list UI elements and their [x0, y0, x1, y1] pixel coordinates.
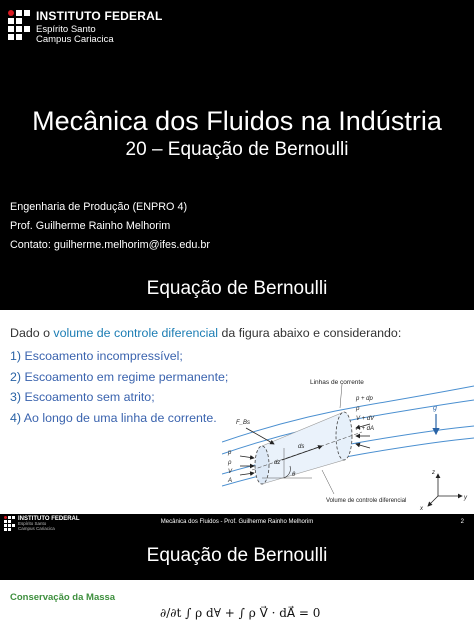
- label-rho-in: ρ: [228, 460, 232, 466]
- footer-logo-title: INSTITUTO FEDERAL: [18, 516, 80, 522]
- label-g: g: [433, 405, 437, 412]
- label-z: z: [432, 470, 435, 476]
- label-p: p: [228, 450, 232, 456]
- label-ds: ds: [298, 444, 305, 450]
- label-streamlines: Linhas de corrente: [310, 379, 364, 386]
- logo-line-1: Espírito Santo: [36, 24, 96, 35]
- assumption-list: [10, 346, 228, 428]
- label-v-dv: V + dV: [356, 416, 375, 422]
- label-dz: dz: [274, 460, 281, 466]
- contact-email: Contato: guilherme.melhorim@ifes.edu.br: [10, 239, 210, 251]
- intro-pre: Dado o: [10, 326, 54, 340]
- label-rho-out: ρ: [356, 406, 360, 412]
- list-item: 1) Escoamento incompressível;: [10, 349, 183, 363]
- logo-icon: [8, 10, 30, 44]
- section-title: Conservação da Massa: [10, 592, 116, 603]
- list-item: 4) Ao longo de uma linha de corrente.: [10, 410, 217, 425]
- footer-logo-line-1: Espírito Santo: [18, 521, 47, 526]
- label-a: A: [228, 478, 233, 484]
- label-p-dp: p + dp: [356, 396, 373, 402]
- page-number: 2: [460, 519, 464, 525]
- logo-title: INSTITUTO FEDERAL: [36, 9, 163, 23]
- label-volume: Volume de controle diferencial: [326, 498, 407, 504]
- presentation-title: Mecânica dos Fluidos na Indústria: [32, 106, 442, 136]
- presentation-subtitle: 20 – Equação de Bernoulli: [125, 139, 349, 160]
- footer-course: Mecânica dos Fluidos - Prof. Guilherme Rainho Melhorim: [160, 519, 314, 525]
- continuity-equation: ∂/∂t ∫ ρ d∀ + ∫ ρ V⃗ · dA⃗ = 0: [160, 606, 321, 620]
- label-x: x: [420, 506, 423, 512]
- list-item: 2) Escoamento em regime permanente;: [10, 369, 229, 384]
- control-volume-diagram: [222, 378, 474, 514]
- bernoulli-slide: [0, 266, 474, 514]
- slide-header: Equação de Bernoulli: [0, 266, 474, 310]
- label-v: V: [228, 469, 233, 475]
- footer-logo-line-2: Campus Cariacica: [18, 525, 55, 531]
- mass-conservation-slide: [0, 534, 474, 632]
- intro-post: da figura abaixo e considerando:: [218, 326, 402, 340]
- course-name: Engenharia de Produção (ENPRO 4): [10, 201, 188, 213]
- intro-text: [10, 326, 401, 340]
- institute-logo: [8, 10, 163, 44]
- label-y: y: [464, 495, 467, 501]
- logo-line-2: Campus Cariacica: [36, 33, 114, 45]
- professor-name: Prof. Guilherme Rainho Melhorim: [10, 220, 171, 232]
- intro-highlight: volume de controle diferencial: [53, 326, 219, 340]
- title-slide: [0, 0, 474, 266]
- slide-header-2: Equação de Bernoulli: [0, 534, 474, 580]
- slide-footer: [0, 514, 474, 534]
- label-theta: θ: [292, 472, 296, 478]
- label-fbs: F_Bs: [236, 420, 251, 426]
- label-a-da: A + dA: [356, 426, 374, 432]
- presenter-info: [10, 198, 210, 255]
- list-item: 3) Escoamento sem atrito;: [10, 390, 155, 404]
